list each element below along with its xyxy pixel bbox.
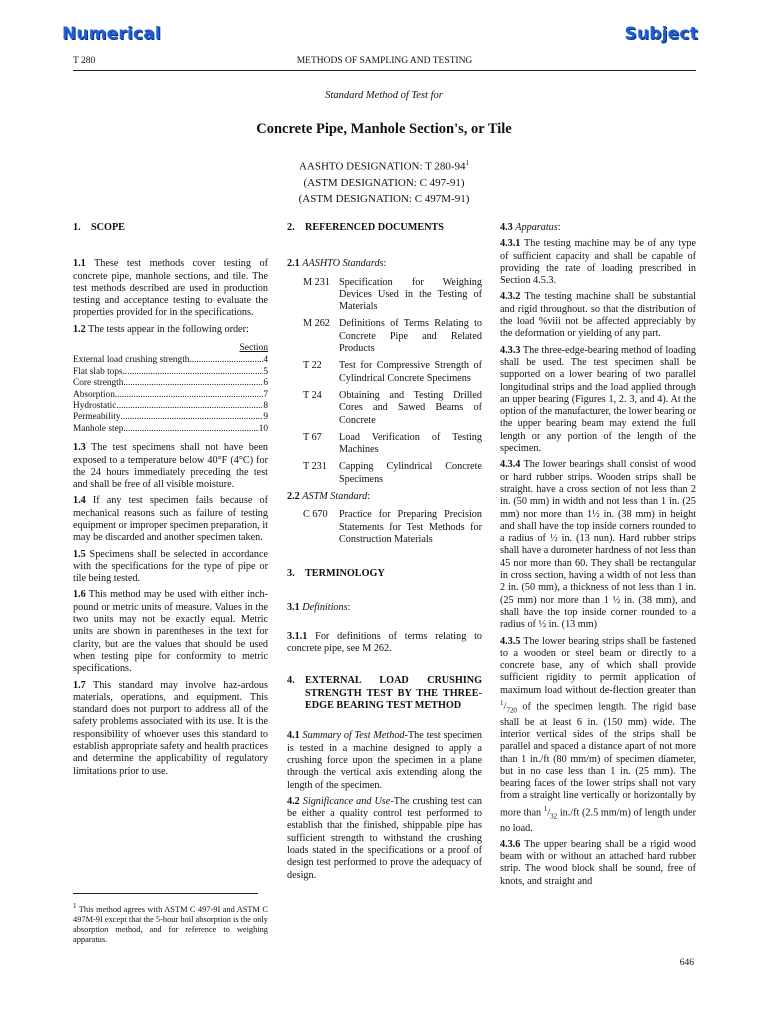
- paragraph: 1.1 These test methods cover testing of concrete pipe, manhole sections, and tile. The test methods described are used in production testing and acceptance testing to evaluate the properties provided for in the specifications.: [73, 258, 268, 319]
- watermark-right: Subject: [624, 24, 698, 44]
- paragraph: 2.2 ASTM Standard:: [287, 491, 371, 503]
- toc-item: Manhole step ..... 10: [73, 424, 268, 435]
- paragraph: 4.3.4 The lower bearings shall consist of wood or hard rubber strips. Wooden strips shall be straight. have a cross section of not less than 2 in. (50 mm) in width and not less than 1 in. (25 mm) nor more than 1½ in. (38 mm) in height and shall have the top inside corners rounded to a radius of ½ in. (13 nun). Hard rubber strips shall have a durometer hardness of not less than 45 nor more than 60. They shall be rectangular in cross section, having a width of not less than 2 in. (50 mm), a thickness of not less than 1 in. (25 mm) nor more than 1 ½ in. (38 mm), and shall have the top inside corner rounded to a radius of ½ in. (13 mm): [500, 459, 696, 631]
- toc-item: Core strength ..... 6: [73, 378, 268, 389]
- column-3: [500, 222, 696, 892]
- watermark-left: Numerical: [62, 24, 161, 44]
- reference-item: T 24 Obtaining and Testing Drilled Cores and Sawed Beams of Concrete: [303, 389, 482, 426]
- paragraph: 2.1 AASHTO Standards:: [287, 258, 387, 270]
- aashto-designation: AASHTO DESIGNATION: T $280-94^1$: [298, 159, 470, 173]
- document-title: Concrete Pipe, Manhole Section's, or Tile: [256, 121, 512, 137]
- section-heading: 4. EXTERNAL LOAD CRUSHING STRENGTH TEST BY THE THREE-EDGE BEARING TEST METHOD: [287, 675, 482, 712]
- footnote-rule: [73, 893, 258, 894]
- running-head-title: METHODS OF SAMPLING AND TESTING: [296, 56, 473, 66]
- column-2: [287, 222, 482, 886]
- reference-item: T 231 Capping Cylindrical Concrete Specimens: [303, 461, 482, 485]
- designations: [0, 155, 768, 207]
- footnote: $^1$ This method agrees with ASTM C 497-9I and ASTM C 497M-9I except that the 5-hour boil absorption is the only absorption method, and for reference to weighing apparatus.: [73, 902, 268, 945]
- reference-item: C 670 Practice for Preparing Precision Statements for Test Methods for Construction Materials: [303, 509, 482, 545]
- reference-item: T 22 Test for Compressive Strength of Cylindrical Concrete Specimens: [303, 360, 482, 384]
- header-rule: [73, 70, 696, 71]
- running-head-number: T 280: [73, 56, 96, 66]
- paragraph: 1.7 This standard may involve haz-ardous materials, operations, and equipment. This standard does not purport to address all of the safety problems associated with its use. It is the responsibility of whoever uses this standard to establish appropriate safety and health practices and determine the applicability of regulatory limitations prior to use.: [73, 679, 268, 777]
- astm-designation-2: (ASTM DESIGNATION: C 497M-91): [298, 192, 470, 205]
- paragraph: 4.3.6 The upper bearing shall be a rigid wood beam with or without an attached hard rubber strip. The wood block shall be sound, free of knots, and straight and: [500, 838, 696, 887]
- standard-label: Standard Method of Test for: [325, 90, 443, 101]
- section-heading: 2. REFERENCED DOCUMENTS: [287, 222, 444, 233]
- astm-designation-1: (ASTM DESIGNATION: C 497-91): [303, 176, 465, 189]
- toc-item: Permeability ..... 9: [73, 412, 268, 423]
- paragraph: 4.2 Significance and Use-The crushing test can be either a quality control test performed to establish that the finished, shippable pipe has sufficient strength to withstand the crushing loads stated in the specifications or a proof of design test performed to prove the adequacy of design.: [287, 795, 483, 881]
- paragraph: 3.1 Definitions:: [287, 601, 351, 613]
- reference-item: M 231 Specification for Weighing Devices Used in the Testing of Materials: [303, 276, 482, 313]
- page-number: 646: [679, 958, 694, 968]
- toc-item: Flat slab tops ..... 5: [73, 367, 268, 378]
- paragraph: 1.6 This method may be used with either inch-pound or metric units of measure. Values in the two units may not be exactly equal. Metric units are shown in parentheses in the text for clarity, but are the values that should be used when testing pipe for conformity to metric specifications.: [73, 589, 268, 675]
- paragraph: 4.3 Apparatus:: [500, 222, 561, 233]
- toc-list: [73, 355, 268, 435]
- paragraph: 1.4 If any test specimen fails because of mechanical reasons such as failure of testing equipment or improper specimen preparation, it may be discarded and another specimen taken.: [73, 495, 268, 544]
- paragraph: 4.3.1 The testing machine may be of any type of sufficient capacity and shall be capable of providing the rate of loading prescribed in Section 4.5.3.: [500, 238, 696, 287]
- paragraph: 4.3.3 The three-edge-bearing method of loading shall be used. The test specimen shall be supported on a lower bearing of two parallel longitudinal strips and the load applied through an upper bearing (Figures 1, 2. 3, and 4). At the option of the manufacturer, the lower bearing or the upper bearing beam may extend the full length or any portion of the length of the specimen.: [500, 344, 696, 455]
- section-heading: 3. TERMINOLOGY: [287, 568, 385, 580]
- column-1: [73, 222, 268, 782]
- reference-item: M 262 Definitions of Terms Relating to Concrete Pipe and Related Products: [303, 318, 482, 355]
- paragraph: 3.1.1 For definitions of terms relating to concrete pipe, see M 262.: [287, 630, 483, 655]
- paragraph: 4.3.5 The lower bearing strips shall be fastened to a wooden or steel beam or directly to a concrete base, any of which shall provide sufficient rigidity to permit application of maximum load without de-flection greater than $^1/_{720}$ of the specimen length. The rigid base shall be at least 6 in. (150 mm) wide. The interior vertical sides of the strips shall be parallel and spaced a distance apart of not more than 1 in./ft (80 mm/m) of specimen diameter, but in no case less than 1 in. (25 mm). The bearing faces of the lower strips shall not vary from a straight line vertically or horizontally by more than $^1/_{32}$ in./ft (2.5 mm/m) of length under no load.: [500, 635, 697, 834]
- paragraph: 1.2 The tests appear in the following order:: [73, 323, 249, 335]
- toc-header: Section: [239, 343, 268, 354]
- toc-item: Absorption ..... 7: [73, 390, 268, 401]
- toc-item: Hydrostatic ..... 8: [73, 401, 268, 412]
- footnote-ref: 1: [465, 159, 470, 167]
- paragraph: 1.3 The test specimens shall not have been exposed to a temperature below 40°F (4°C) for the 24 hours immediately preceding the test and shall be free of all visible moisture.: [73, 442, 268, 491]
- paragraph: 4.3.2 The testing machine shall be substantial and rigid throughout. so that the distribution of the load %viii not be affected appreciably by the deformation or yielding of any part.: [500, 291, 696, 340]
- paragraph: 1.5 Specimens shall be selected in accordance with the specifications for the type of pipe or tile being tested.: [73, 548, 269, 585]
- toc-item: External load crushing strength ..... 4: [73, 355, 268, 366]
- reference-item: T 67 Load Verification of Testing Machines: [303, 431, 482, 456]
- paragraph: 4.1 Summary of Test Method-The test specimen is tested in a machine designed to apply a crushing force upon the specimen in a plane through the vertical axis extending along the length of the specimen.: [287, 730, 482, 791]
- section-heading: 1. SCOPE: [73, 222, 125, 233]
